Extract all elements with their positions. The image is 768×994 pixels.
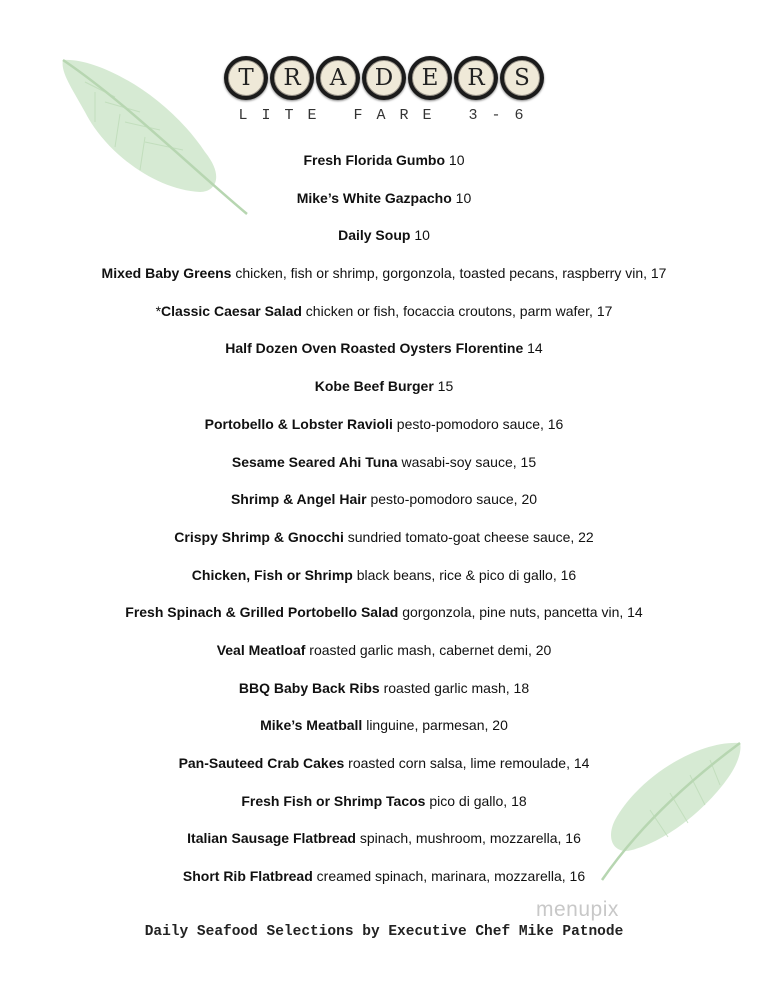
menu-item-details: 10 [410, 227, 430, 244]
traders-logo [0, 56, 768, 100]
logo-key [500, 56, 544, 100]
menu-item-details: pesto-pomodoro sauce, 16 [392, 415, 564, 432]
menu-item [0, 866, 768, 904]
menu-item [0, 678, 768, 716]
menu-item-name: Pan-Sauteed Crab Cakes [178, 755, 345, 771]
menu-item-details: 10 [451, 189, 472, 206]
menu-item-details: black beans, rice & pico di gallo, 16 [352, 566, 577, 583]
logo-letter: R [274, 60, 310, 96]
logo-key [316, 56, 360, 100]
menu-item-details: spinach, mushroom, mozzarella, 16 [355, 830, 581, 847]
menu-item [0, 602, 768, 640]
menu-item-details: gorgonzola, pine nuts, pancetta vin, 14 [398, 604, 643, 621]
menu-item [0, 640, 768, 678]
menu-item-details: linguine, parmesan, 20 [362, 717, 508, 734]
logo-key [454, 56, 498, 100]
menu-item-name: Italian Sausage Flatbread [187, 830, 356, 847]
menu-item [0, 452, 768, 490]
menu-item [0, 715, 768, 753]
logo-key [408, 56, 452, 100]
logo-letter: T [228, 60, 264, 96]
menu-item-name: Fresh Florida Gumbo [303, 152, 446, 168]
menu-item-name: Fresh Fish or Shrimp Tacos [241, 792, 426, 809]
menu-item [0, 527, 768, 565]
menu-item-list [0, 150, 768, 904]
logo-letter: A [320, 60, 356, 96]
menu-item-details: chicken, fish or shrimp, gorgonzola, toasted pecans, raspberry vin, 17 [231, 265, 667, 282]
menu-item [0, 753, 768, 791]
menu-item [0, 338, 768, 376]
menu-item-details: 15 [433, 378, 454, 395]
menu-item-name: Chicken, Fish or Shrimp [191, 566, 353, 583]
menu-item-prefix: * [155, 302, 162, 319]
logo-letter: E [412, 60, 448, 96]
logo-letter: S [504, 60, 540, 96]
menu-item [0, 301, 768, 339]
menu-item-name: Short Rib Flatbread [182, 868, 313, 885]
menu-item-details: sundried tomato-goat cheese sauce, 22 [343, 528, 594, 545]
menu-item-name: Sesame Seared Ahi Tuna [231, 453, 398, 470]
menu-item-details: roasted garlic mash, cabernet demi, 20 [305, 641, 552, 658]
menu-item-details: pesto-pomodoro sauce, 20 [366, 491, 538, 508]
menu-item [0, 565, 768, 603]
menu-item [0, 263, 768, 301]
menu-item-details: 14 [523, 340, 543, 357]
menu-item [0, 489, 768, 527]
menu-item-details: wasabi-soy sauce, 15 [397, 453, 537, 470]
menu-item-name: Daily Soup [338, 227, 411, 244]
menu-item-name: Classic Caesar Salad [161, 302, 302, 319]
menu-item-name: Mike’s Meatball [260, 717, 363, 734]
logo-key [362, 56, 406, 100]
menu-item [0, 828, 768, 866]
menu-item-details: creamed spinach, marinara, mozzarella, 16 [312, 868, 586, 885]
lite-fare-subtitle: LITE FARE 3-6 [238, 107, 538, 124]
menu-item-name: Portobello & Lobster Ravioli [204, 415, 393, 432]
menu-item-name: BBQ Baby Back Ribs [238, 679, 380, 696]
menu-item-name: Kobe Beef Burger [314, 378, 434, 395]
menu-item [0, 188, 768, 226]
menu-item-name: Half Dozen Oven Roasted Oysters Florentine [225, 340, 524, 357]
menu-item [0, 376, 768, 414]
chef-footer: Daily Seafood Selections by Executive Chef Mike Patnode [144, 924, 624, 940]
menu-item [0, 225, 768, 263]
logo-letter: D [366, 60, 402, 96]
menu-item-details: roasted corn salsa, lime remoulade, 14 [344, 755, 590, 771]
menu-item [0, 414, 768, 452]
menu-item [0, 150, 768, 188]
menu-item-name: Mike’s White Gazpacho [296, 189, 452, 206]
menu-item-details: chicken or fish, focaccia croutons, parm wafer, 17 [301, 302, 613, 319]
logo-letter: R [458, 60, 494, 96]
menu-item-details: roasted garlic mash, 18 [379, 679, 530, 696]
menu-item-name: Mixed Baby Greens [101, 265, 232, 282]
menu-item-name: Veal Meatloaf [216, 641, 306, 658]
menu-item-name: Fresh Spinach & Grilled Portobello Salad [125, 604, 399, 621]
menu-item-name: Shrimp & Angel Hair [230, 491, 367, 508]
logo-key [224, 56, 268, 100]
menu-item-details: 10 [445, 152, 465, 168]
menu-item-details: pico di gallo, 18 [425, 792, 527, 809]
logo-key [270, 56, 314, 100]
menupix-watermark: menupix [536, 898, 619, 921]
menu-item-name: Crispy Shrimp & Gnocchi [174, 528, 344, 545]
menu-item [0, 791, 768, 829]
